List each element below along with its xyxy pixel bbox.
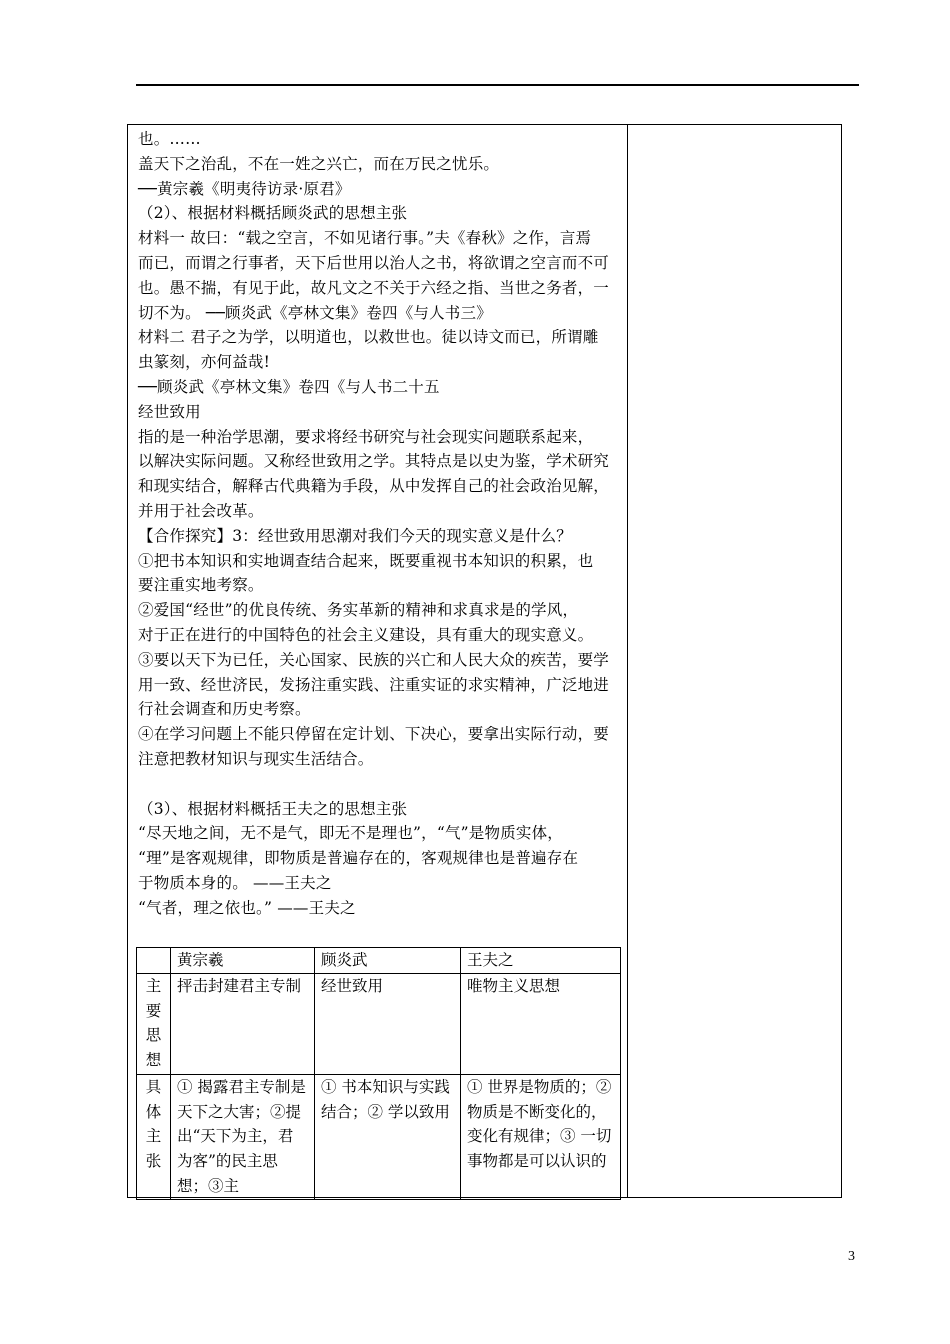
- comparison-table: [136, 947, 621, 1200]
- row-label: [137, 1074, 171, 1199]
- row-label-char: 思: [145, 1026, 162, 1045]
- question-heading: 【合作探究】3：经世致用思潮对我们今天的现实意义是什么？: [138, 526, 572, 545]
- text-line: 行社会调查和历史考察。: [138, 700, 311, 719]
- content-column: [128, 125, 628, 1197]
- row-label-char: 体: [145, 1102, 162, 1121]
- table-cell: 经世致用: [315, 973, 461, 1074]
- text-line: 指的是一种治学思潮，要求将经书研究与社会现实问题联系起来，: [138, 427, 594, 446]
- text-line: ④在学习问题上不能只停留在定计划、下决心，要拿出实际行动，要: [138, 725, 610, 744]
- table-cell: ① 世界是物质的；② 物质是不断变化的，变化有规律；③ 一切事物都是可以认识的: [461, 1074, 621, 1199]
- page-number: 3: [848, 1249, 855, 1264]
- text-block-2: [138, 797, 617, 921]
- text-block-1: [138, 127, 617, 772]
- text-line: 盖天下之治乱，不在一姓之兴亡，而在万民之忧乐。: [138, 154, 500, 173]
- text-line: ──黄宗羲《明夷待访录·原君》: [138, 179, 351, 198]
- text-line: 也。愚不揣，有见于此，故凡文之不关于六经之指、当世之务者，一: [138, 278, 610, 297]
- table-row: [137, 973, 621, 1074]
- text-line: ──顾炎武《亭林文集》卷四《与人书二十五: [138, 377, 440, 396]
- row-label-char: 主: [145, 1127, 162, 1146]
- row-label-char: 要: [145, 1001, 162, 1020]
- table-header-cell: [137, 948, 171, 974]
- text-line: ①把书本知识和实地调查结合起来，既要重视书本知识的积累，也: [138, 551, 594, 570]
- table-header-cell: 顾炎武: [315, 948, 461, 974]
- table-header-row: [137, 948, 621, 974]
- lesson-table: [127, 124, 842, 1198]
- row-label-char: 主: [145, 976, 162, 995]
- text-line: “理”是客观规律，即物质是普遍存在的，客观规律也是普遍存在: [138, 849, 579, 868]
- text-line: ③要以天下为已任，关心国家、民族的兴亡和人民大众的疾苦，要学: [138, 650, 610, 669]
- text-line: 和现实结合，解释古代典籍为手段，从中发挥自己的社会政治见解，: [138, 477, 610, 496]
- text-line: 用一致、经世济民，发扬注重实践、注重实证的求实精神，广泛地进: [138, 675, 610, 694]
- text-line: 也。……: [138, 130, 201, 148]
- row-label: [137, 973, 171, 1074]
- text-line: 要注重实地考察。: [138, 576, 264, 595]
- section-heading: （3）、根据材料概括王夫之的思想主张: [138, 799, 408, 818]
- text-line: 材料二 君子之为学，以明道也，以救世也。徒以诗文而已，所谓雕: [138, 328, 599, 347]
- text-line: 而已，而谓之行事者，天下后世用以治人之书，将欲谓之空言而不可: [138, 253, 610, 272]
- table-header-cell: 王夫之: [461, 948, 621, 974]
- notes-column: [628, 125, 841, 1197]
- row-label-char: 张: [145, 1152, 162, 1171]
- table-cell: 唯物主义思想: [461, 973, 621, 1074]
- text-line: “气者，理之依也。” ——王夫之: [138, 898, 356, 917]
- row-label-char: 想: [145, 1051, 162, 1070]
- table-row: [137, 1074, 621, 1199]
- text-line: 切不为。 ──顾炎武《亭林文集》卷四《与人书三》: [138, 303, 492, 322]
- text-line: 并用于社会改革。: [138, 501, 264, 520]
- text-line: “尽天地之间，无不是气，即无不是理也”，“气”是物质实体，: [138, 824, 563, 843]
- term-heading: 经世致用: [138, 402, 201, 421]
- table-header-cell: 黄宗羲: [171, 948, 315, 974]
- text-line: 注意把教材知识与现实生活结合。: [138, 749, 374, 768]
- text-line: 以解决实际问题。又称经世致用之学。其特点是以史为鉴，学术研究: [138, 452, 610, 471]
- header-rule: [136, 84, 859, 86]
- table-cell: 抨击封建君主专制: [171, 973, 315, 1074]
- text-line: 对于正在进行的中国特色的社会主义建设，具有重大的现实意义。: [138, 625, 594, 644]
- row-label-char: 具: [145, 1077, 162, 1096]
- text-line: 于物质本身的。 ——王夫之: [138, 873, 332, 892]
- table-cell: ① 书本知识与实践结合；② 学以致用: [315, 1074, 461, 1199]
- text-line: 材料一 故曰：“载之空言，不如见诸行事。”夫《春秋》之作，言焉: [138, 229, 592, 248]
- text-line: ②爱国“经世”的优良传统、务实革新的精神和求真求是的学风，: [138, 601, 579, 620]
- blank-line: [138, 772, 617, 797]
- section-heading: （2）、根据材料概括顾炎武的思想主张: [138, 204, 408, 223]
- text-line: 虫篆刻，亦何益哉!: [138, 353, 271, 372]
- table-cell: ① 揭露君主专制是天下之大害；②提出“天下为主，君为客”的民主思想；③主: [171, 1074, 315, 1199]
